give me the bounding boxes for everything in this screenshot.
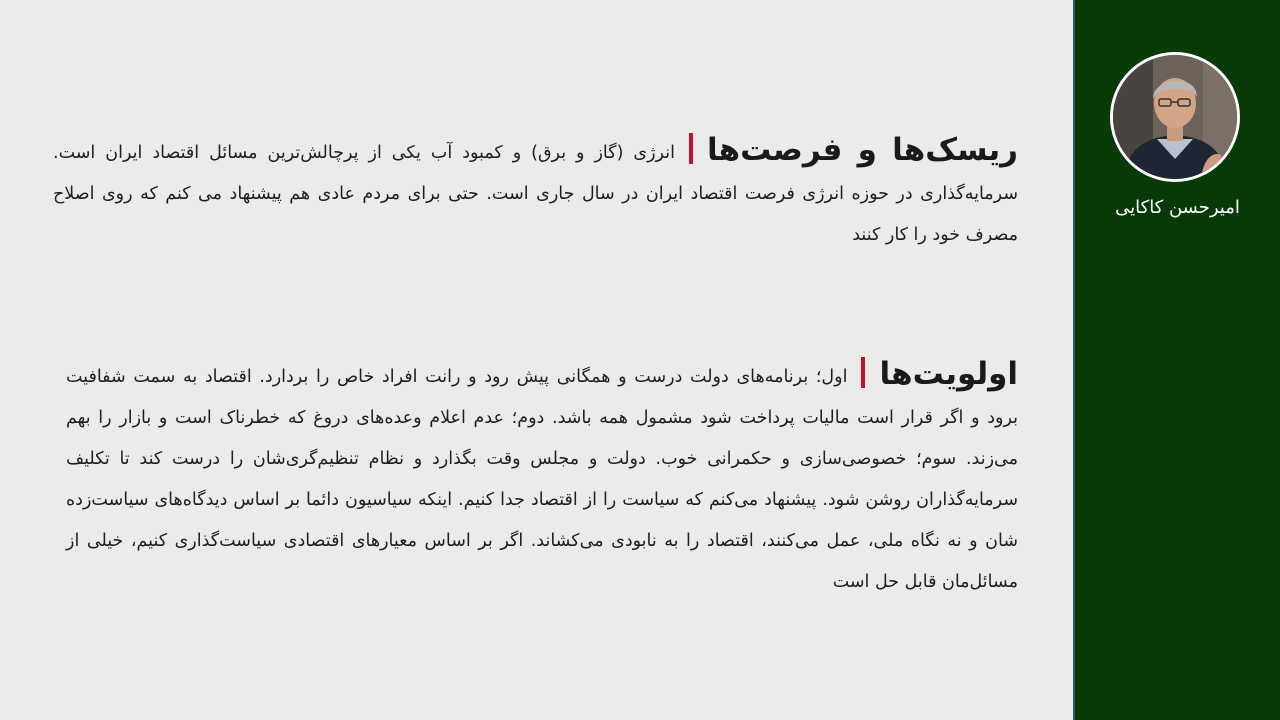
red-divider — [861, 357, 865, 388]
red-divider — [689, 133, 693, 164]
section-risks-opportunities — [53, 130, 1018, 256]
section-heading: ریسک‌ها و فرصت‌ها — [706, 132, 1019, 168]
author-name: امیرحسن کاکایی — [1115, 197, 1240, 218]
section-body: اول؛ برنامه‌های دولت درست و همگانی پیش رود و رانت افراد خاص را بردارد. اقتصاد به سمت شفافیت برود و اگر قرار است مالیات پرداخت شود مشمول همه باشد. دوم؛ عدم اعلام وعده‌های دروغ که خطرناک است و بازار را بهم می‌زند. سوم؛ خصوصی‌سازی و حکمرانی خوب. دولت و مجلس وقت بگذارد و نظام تنظیم‌گری‌شان را درست کند تا تکلیف سرمایه‌گذاران روشن شود. پیشنهاد می‌کنم که سیاست را از اقتصاد جدا کنیم. اینکه سیاسیون دائما بر اساس دیدگاه‌های سیاست‌زده شان و نه نگاه ملی، عمل می‌کنند، اقتصاد را به نابودی می‌کشاند. اگر بر اساس معیارهای اقتصادی سیاست‌گذاری کنیم، خیلی از مسائل‌مان قابل حل است — [66, 367, 1018, 592]
author-sidebar — [1073, 0, 1280, 720]
section-priorities — [66, 354, 1018, 603]
section-body: انرژی (گاز و برق) و کمبود آب یکی از پرچالش‌ترین مسائل اقتصاد ایران است. سرمایه‌گذاری در حوزه انرژی فرصت اقتصاد ایران در سال جاری است. حتی برای مردم عادی هم پیشنهاد می کنم که روی اصلاح مصرف خود را کار کنند — [53, 143, 1018, 245]
author-portrait-icon — [1113, 55, 1237, 179]
author-avatar — [1110, 52, 1240, 182]
section-heading: اولویت‌ها — [879, 356, 1018, 392]
